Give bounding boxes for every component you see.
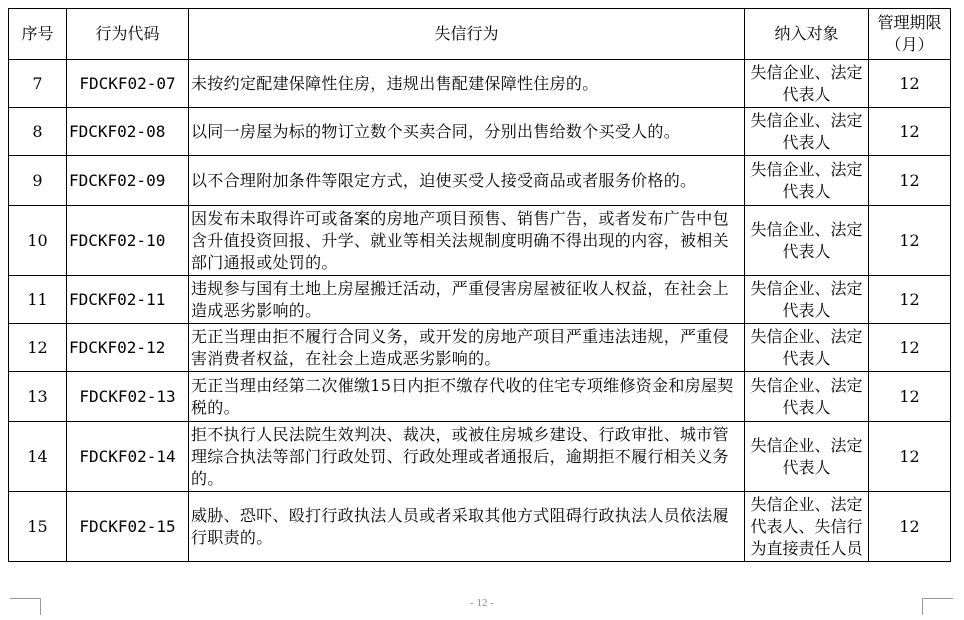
row-object: 失信企业、法定代表人 (745, 156, 869, 206)
row-code: FDCKF02-10 (67, 206, 189, 276)
row-behavior: 无正当理由拒不履行合同义务，或开发的房地产项目严重违法违规，严重侵害消费者权益，在社会上造成恶劣影响的。 (189, 324, 745, 372)
table-row (9, 372, 951, 422)
row-period: 12 (869, 492, 951, 562)
row-period: 12 (869, 60, 951, 108)
row-no: 13 (9, 372, 67, 422)
row-period: 12 (869, 276, 951, 324)
row-object: 失信企业、法定代表人 (745, 422, 869, 492)
credit-table (8, 8, 951, 562)
header-period: 管理期限（月） (869, 9, 951, 60)
row-no: 15 (9, 492, 67, 562)
row-period: 12 (869, 372, 951, 422)
row-code: FDCKF02-13 (67, 372, 189, 422)
row-behavior: 以不合理附加条件等限定方式，迫使买受人接受商品或者服务价格的。 (189, 156, 745, 206)
table-row (9, 156, 951, 206)
row-no: 10 (9, 206, 67, 276)
row-code: FDCKF02-07 (67, 60, 189, 108)
table-row (9, 60, 951, 108)
header-object: 纳入对象 (745, 9, 869, 60)
row-no: 7 (9, 60, 67, 108)
table-row (9, 206, 951, 276)
row-period: 12 (869, 206, 951, 276)
row-code: FDCKF02-11 (67, 276, 189, 324)
row-period: 12 (869, 108, 951, 156)
row-object: 失信企业、法定代表人 (745, 108, 869, 156)
row-behavior: 违规参与国有土地上房屋搬迁活动，严重侵害房屋被征收人权益，在社会上造成恶劣影响的。 (189, 276, 745, 324)
row-object: 失信企业、法定代表人 (745, 60, 869, 108)
row-code: FDCKF02-12 (67, 324, 189, 372)
table-row (9, 422, 951, 492)
row-behavior: 因发布未取得许可或备案的房地产项目预售、销售广告，或者发布广告中包含升值投资回报、升学、就业等相关法规制度明确不得出现的内容，被相关部门通报或处罚的。 (189, 206, 745, 276)
row-code: FDCKF02-08 (67, 108, 189, 156)
table-header-row (9, 9, 951, 60)
row-no: 14 (9, 422, 67, 492)
row-period: 12 (869, 156, 951, 206)
row-no: 11 (9, 276, 67, 324)
row-no: 9 (9, 156, 67, 206)
table-row (9, 276, 951, 324)
header-behavior: 失信行为 (189, 9, 745, 60)
row-behavior: 以同一房屋为标的物订立数个买卖合同，分别出售给数个买受人的。 (189, 108, 745, 156)
row-object: 失信企业、法定代表人 (745, 372, 869, 422)
row-behavior: 未按约定配建保障性住房，违规出售配建保障性住房的。 (189, 60, 745, 108)
row-code: FDCKF02-15 (67, 492, 189, 562)
row-object: 失信企业、法定代表人 (745, 276, 869, 324)
table-row (9, 324, 951, 372)
row-code: FDCKF02-14 (67, 422, 189, 492)
row-no: 12 (9, 324, 67, 372)
row-code: FDCKF02-09 (67, 156, 189, 206)
table-row (9, 492, 951, 562)
row-object: 失信企业、法定代表人 (745, 324, 869, 372)
row-behavior: 威胁、恐吓、殴打行政执法人员或者采取其他方式阻碍行政执法人员依法履行职责的。 (189, 492, 745, 562)
header-no: 序号 (9, 9, 67, 60)
row-no: 8 (9, 108, 67, 156)
row-behavior: 拒不执行人民法院生效判决、裁决，或被住房城乡建设、行政审批、城市管理综合执法等部门行政处罚、行政处理或者通报后，逾期拒不履行相关义务的。 (189, 422, 745, 492)
header-code: 行为代码 (67, 9, 189, 60)
row-object: 失信企业、法定代表人、失信行为直接责任人员 (745, 492, 869, 562)
row-period: 12 (869, 324, 951, 372)
row-period: 12 (869, 422, 951, 492)
page-number: - 12 - (470, 597, 494, 609)
table-row (9, 108, 951, 156)
row-object: 失信企业、法定代表人 (745, 206, 869, 276)
row-behavior: 无正当理由经第二次催缴15日内拒不缴存代收的住宅专项维修资金和房屋契税的。 (189, 372, 745, 422)
